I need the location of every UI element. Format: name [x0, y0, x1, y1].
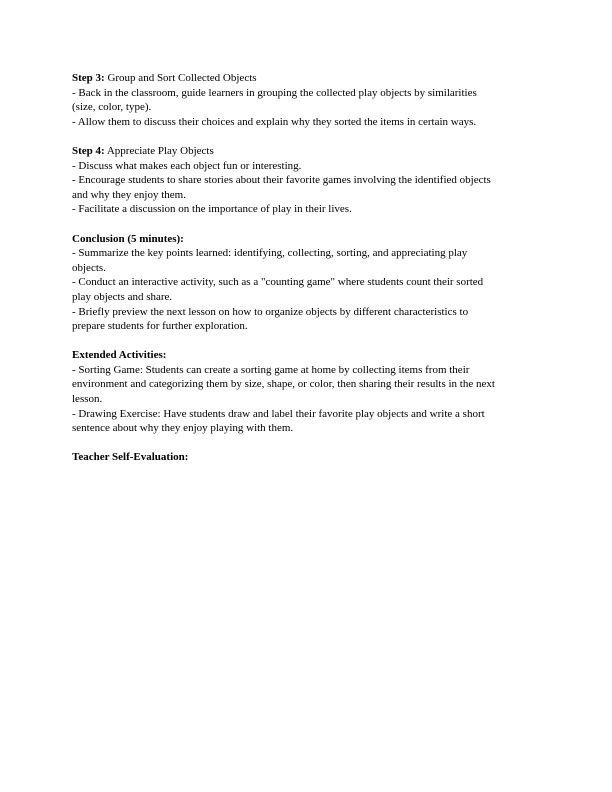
step-3-title: Group and Sort Collected Objects: [104, 72, 257, 84]
step-3-label: Step 3:: [72, 72, 105, 84]
step-4-section: [72, 144, 540, 217]
step-3-line: - Allow them to discuss their choices and explain why they sorted the items in certain ways.: [72, 115, 477, 128]
extended-activities-section: [72, 348, 540, 436]
conclusion-section: [72, 232, 540, 334]
conclusion-line: - Briefly preview the next lesson on how to organize objects by different characteristics to: [72, 305, 469, 318]
step-3-line: (size, color, type).: [72, 101, 152, 114]
step-4-line: - Discuss what makes each object fun or interesting.: [72, 159, 302, 172]
step-4-title: Appreciate Play Objects: [104, 144, 214, 157]
teacher-self-evaluation-heading: Teacher Self-Evaluation:: [72, 451, 189, 464]
conclusion-line: prepare students for further exploration.: [72, 320, 248, 333]
step-4-label: Step 4:: [72, 144, 105, 157]
extended-activities-line: environment and categorizing them by size, shape, or color, then sharing their results in the next: [72, 378, 495, 391]
step-4-line: - Encourage students to share stories about their favorite games involving the identified objects: [72, 174, 491, 187]
conclusion-line: play objects and share.: [72, 290, 173, 303]
step-4-line: - Facilitate a discussion on the importance of play in their lives.: [72, 203, 352, 216]
step-3-line: - Back in the classroom, guide learners in grouping the collected play objects by similarities: [72, 86, 477, 99]
conclusion-heading: Conclusion (5 minutes):: [72, 232, 184, 245]
conclusion-line: objects.: [72, 261, 106, 274]
extended-activities-heading: Extended Activities:: [72, 349, 167, 362]
extended-activities-line: - Drawing Exercise: Have students draw and label their favorite play objects and write a short: [72, 407, 485, 420]
step-4-line: and why they enjoy them.: [72, 188, 186, 201]
extended-activities-line: sentence about why they enjoy playing with them.: [72, 422, 294, 435]
extended-activities-line: - Sorting Game: Students can create a sorting game at home by collecting items from their: [72, 363, 470, 376]
step-3-section: [72, 71, 540, 129]
conclusion-line: - Summarize the key points learned: identifying, collecting, sorting, and appreciating play: [72, 247, 468, 260]
teacher-self-evaluation-section: [72, 450, 540, 465]
extended-activities-line: lesson.: [72, 393, 103, 406]
step-4-heading: [72, 144, 540, 159]
step-3-heading: [72, 71, 540, 86]
conclusion-line: - Conduct an interactive activity, such as a "counting game" where students count their sorted: [72, 276, 484, 289]
